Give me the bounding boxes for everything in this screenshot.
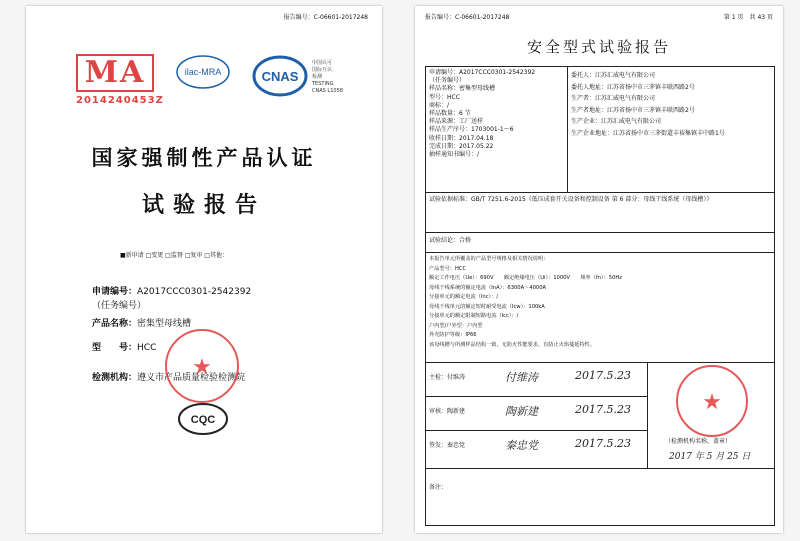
left-field: 样品数量：6 节 [429, 110, 471, 118]
issuer-signature: 秦忠党 [505, 439, 538, 452]
right-field: 委托人：江苏汇威电气有限公司 [571, 72, 656, 79]
cnas-line: TESTING [312, 80, 334, 87]
spec-line: 户内型/户外型：户内型 [429, 322, 483, 329]
cnas-line: 国际互认 [312, 66, 333, 73]
left-field: 申请编号：A2017CCC0301-2542392 [429, 69, 536, 76]
application-value: A2017CCC0301-2542392 [137, 287, 252, 297]
lab-label: 检测机构： [92, 373, 138, 383]
model-label: 型 号： [92, 343, 138, 353]
logo-row [76, 54, 343, 106]
cqc-logo [177, 402, 229, 436]
left-field: 完成日期：2017.05.22 [429, 142, 494, 150]
spec-line: 分接单元的额定电流（Inc）：/ [429, 294, 499, 300]
spec-line: 产品型号：HCC [429, 265, 467, 272]
cnas-logo [252, 54, 308, 100]
divider [425, 252, 775, 253]
application-field [92, 284, 251, 297]
svg-text:★: ★ [702, 390, 722, 415]
inspector-label: 主检：付维涛 [429, 374, 466, 381]
info-column-divider [567, 66, 568, 192]
report-page [415, 6, 783, 533]
ma-logo [76, 54, 164, 106]
cnas-line: CNAS L1058 [312, 87, 343, 94]
cqc-logo-text: CQC [190, 414, 216, 426]
left-field: 商标：/ [429, 101, 450, 109]
cover-title-line1: 国家强制性产品认证 [91, 145, 317, 170]
signature-column-divider [647, 362, 648, 468]
right-field: 生产者：江苏汇威电气有限公司 [571, 95, 656, 102]
application-label: 申请编号： [92, 287, 138, 297]
stamp-caption: （检测机构名称，盖章） [665, 438, 732, 445]
left-field: （任务编号） [429, 77, 466, 85]
model-value: HCC [137, 343, 157, 353]
product-value: 密集型母线槽 [137, 319, 192, 329]
cover-title-line2: 试验报告 [141, 192, 266, 218]
cnas-logo-text: CNAS [261, 69, 299, 84]
client-info-right [571, 70, 771, 139]
spec-line: 该母线槽与所测样品结构一致，无防火性能要求，有防止火焰蔓延特性。 [429, 341, 596, 348]
left-field: 样品名称：密集型母线槽 [429, 85, 496, 93]
spec-line: 母线干线单元的额定短时耐受电流（Icw）：100kA [429, 303, 545, 310]
divider [425, 396, 647, 397]
divider [425, 430, 647, 431]
inspector-date: 2017.5.23 [575, 369, 631, 382]
spec-line: 母线干线系统的额定电流（InA）：6300A～4000A [429, 284, 547, 291]
sample-info-left [429, 69, 565, 159]
task-label: （任务编号） [92, 301, 147, 311]
spec-line: 分接单元的额定限制短路电流（Icc）：/ [429, 313, 519, 319]
cnas-line: 中国认可 [312, 59, 333, 66]
cnas-line: 检测 [312, 73, 323, 80]
ma-logo-text: MA [76, 54, 154, 92]
cnas-side-text [312, 60, 343, 95]
cnas-block [252, 54, 343, 100]
report-number: 报告编号：C-06601-2017248 [425, 14, 510, 21]
right-field: 委托人地址：江苏省扬中市三茅镇丰联西路2号 [571, 83, 695, 91]
ma-number: 2014240453Z [76, 95, 164, 106]
left-field: 样品来源：工厂送样 [429, 118, 484, 126]
spec-description [429, 255, 769, 350]
stamp-date: 2017 年 5 月 25 日 [669, 452, 751, 462]
left-field: 收样日期：2017.04.18 [429, 134, 494, 142]
reviewer-label: 审核：陶新建 [429, 408, 466, 415]
spec-line: 本报告单元所覆盖的产品型号规格及相关情况说明： [429, 256, 549, 262]
ilac-mra-logo [172, 54, 234, 100]
test-conclusion: 试验结论：合格 [429, 237, 472, 244]
check-options: ■新申请 □变更 □监督 □复审 □其他： [120, 252, 228, 259]
lab-value: 遵义市产品质量检验检测院 [137, 373, 246, 383]
cover-page [26, 6, 382, 533]
lab-seal-stamp [162, 326, 242, 406]
ilac-logo-text: ilac-MRA [184, 67, 222, 77]
test-standard: 试验依据标准：GB/T 7251.6-2015《低压成套开关设备和控制设备 第 6 部分：母线干线系统（母线槽）》 [429, 196, 713, 203]
svg-text:★: ★ [192, 355, 212, 380]
issuer-date: 2017.5.23 [575, 437, 631, 450]
divider [425, 468, 775, 469]
right-field: 生产企业地址：江苏省扬中市三茅街道丰裕集镇丰中路1号 [571, 129, 725, 137]
right-field: 生产者地址：江苏省扬中市三茅镇丰联西路2号 [571, 106, 695, 114]
page-indicator: 第 1 页 共 43 页 [723, 14, 773, 21]
cover-report-number: 报告编号：C-06601-2017248 [283, 14, 368, 21]
report-seal-stamp [673, 362, 751, 440]
left-field: 型号：HCC [429, 93, 460, 101]
model-field [92, 340, 156, 353]
spec-line: 外壳防护等级：IP66 [429, 332, 477, 338]
reviewer-signature: 陶新建 [505, 405, 538, 418]
spec-line: 额定工作电压（Ue）：690V 额定绝缘电压（Ui）：1000V 频率（fn）：50Hz [429, 275, 623, 281]
issuer-label: 签发：秦忠党 [429, 442, 466, 449]
right-field: 生产企业：江苏汇威电气有限公司 [571, 118, 662, 125]
left-field: 抽样通知书编号：/ [429, 151, 480, 159]
divider [425, 192, 775, 193]
report-title: 安全型式试验报告 [526, 38, 671, 56]
left-field: 样品生产序号：1703001-1～6 [429, 126, 514, 134]
reviewer-date: 2017.5.23 [575, 403, 631, 416]
inspector-signature: 付维涛 [505, 371, 538, 384]
notes-label: 备注： [429, 484, 448, 491]
divider [425, 232, 775, 233]
product-label: 产品名称： [92, 319, 138, 329]
